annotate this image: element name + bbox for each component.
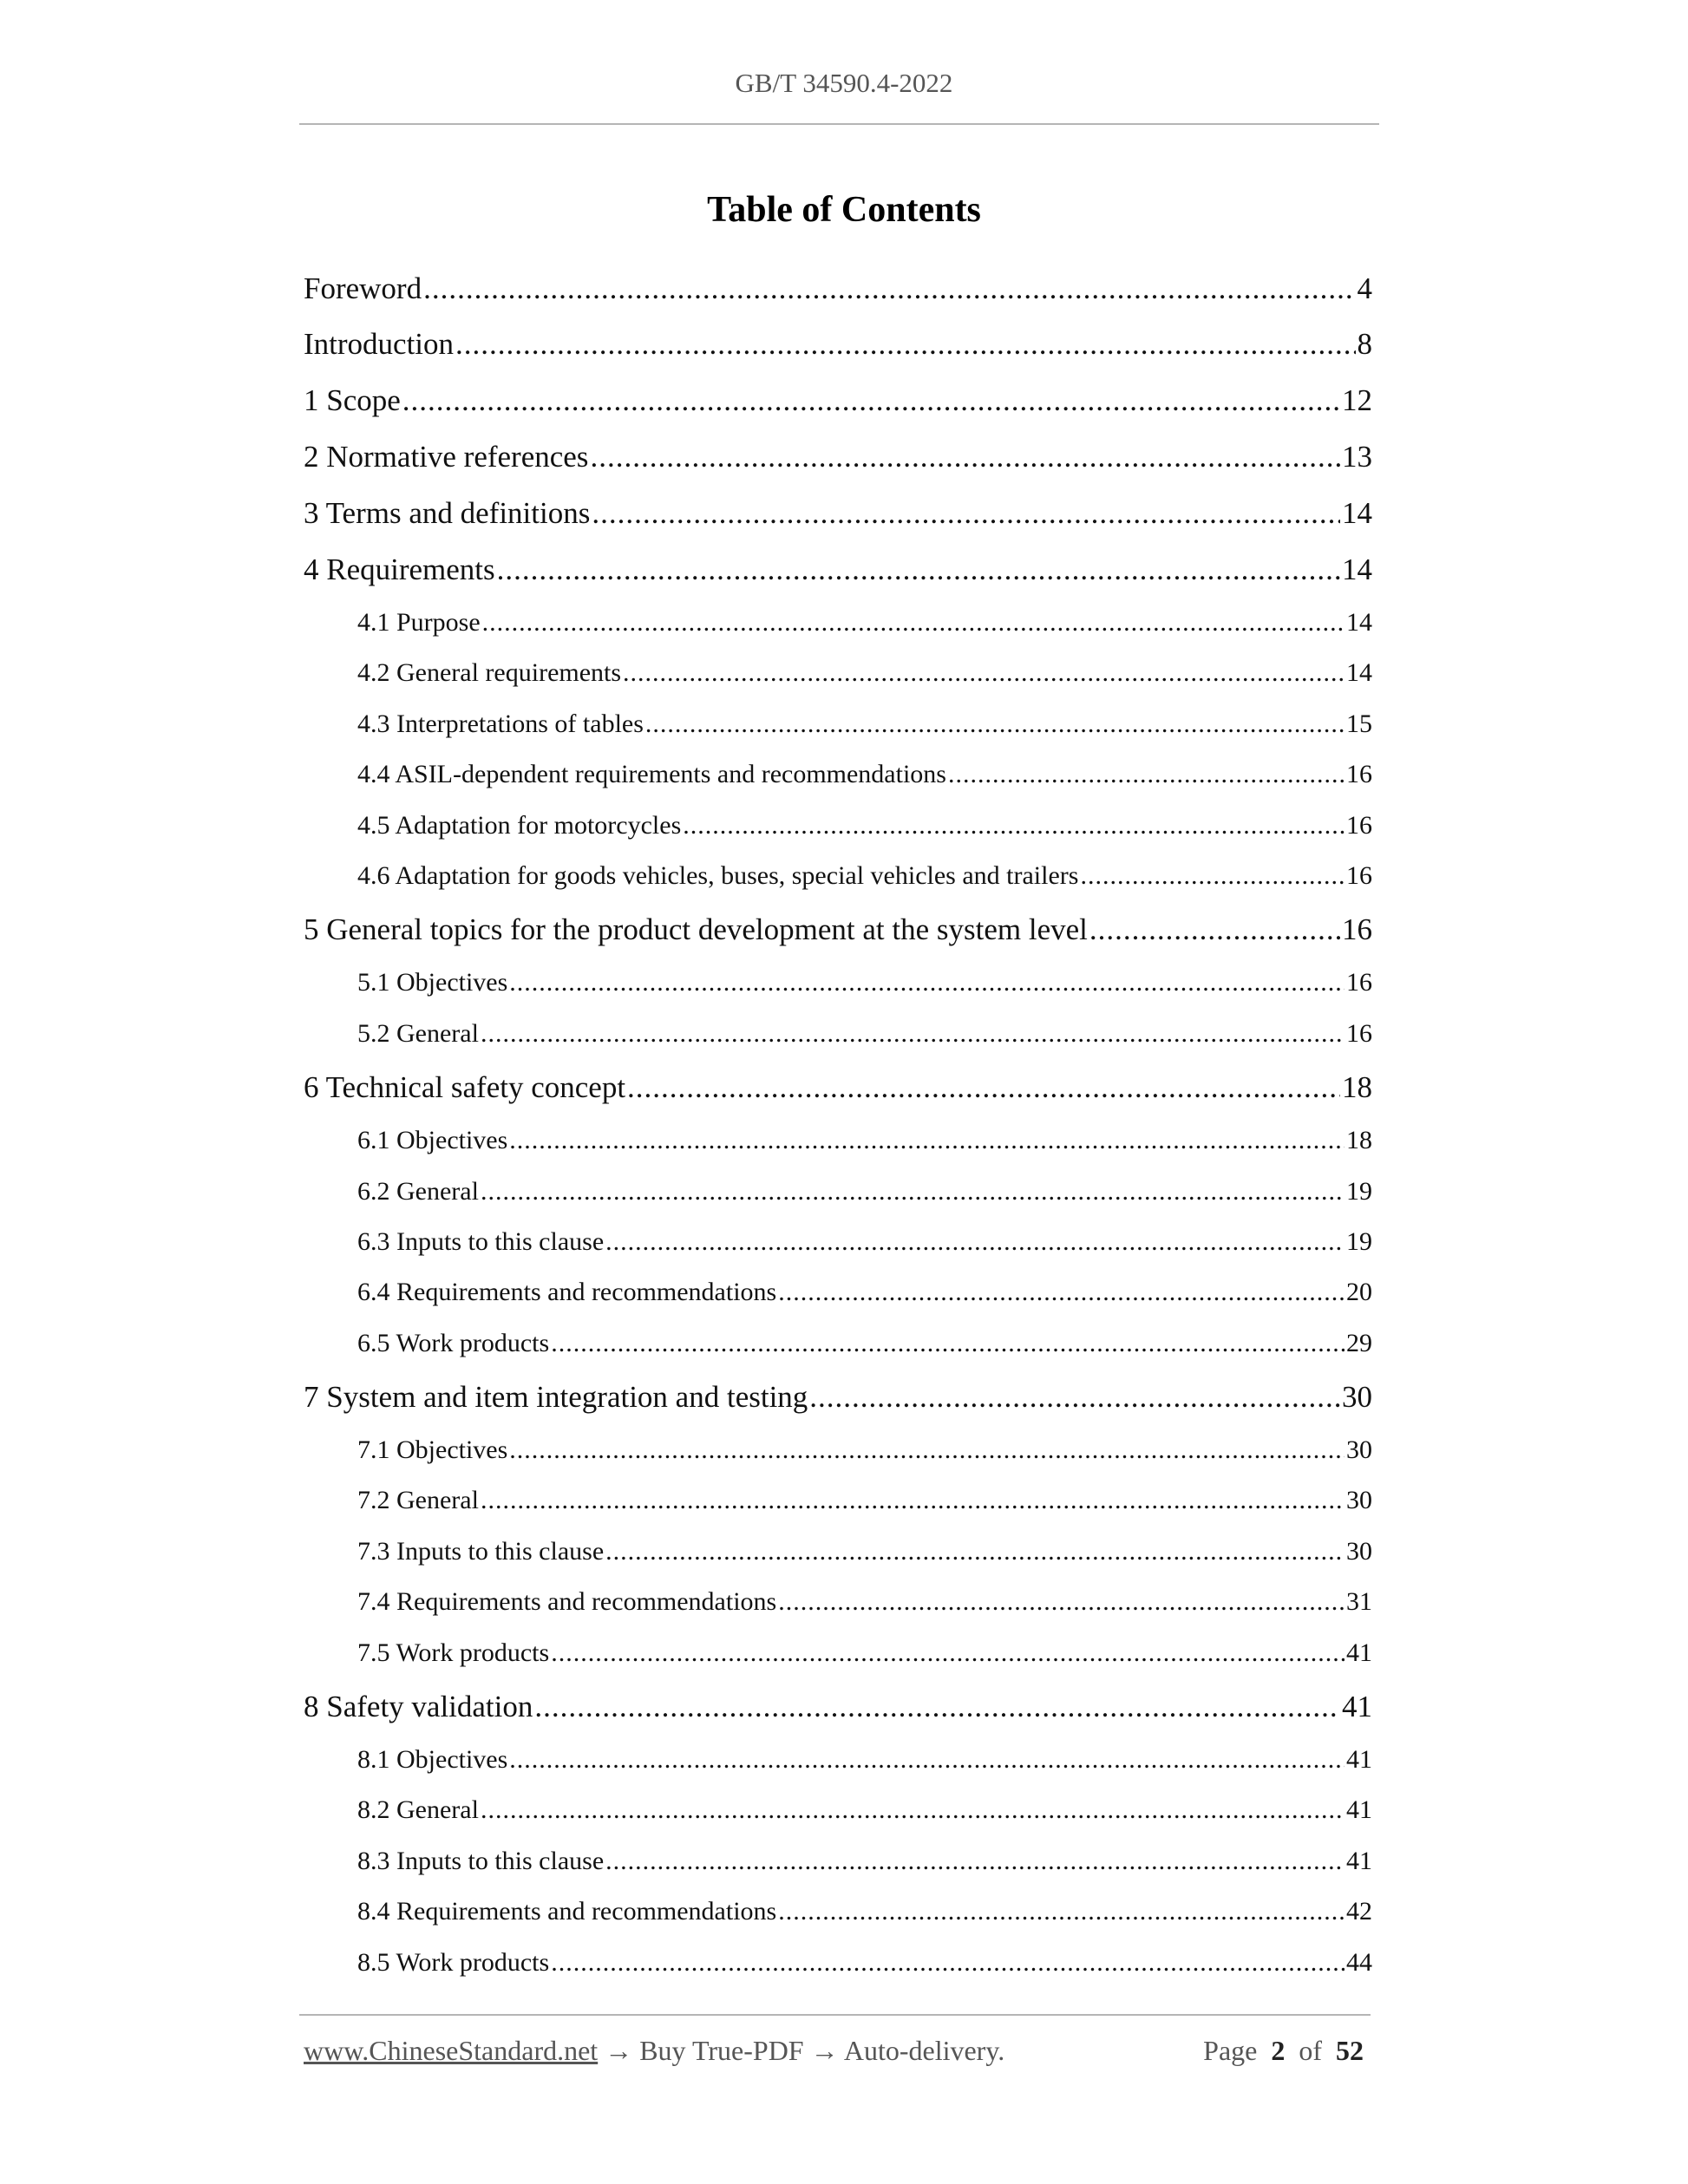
toc-entry-label: 4.2 General requirements [357, 658, 622, 688]
dot-leader [402, 372, 1340, 428]
toc-entry-page: 15 [1346, 709, 1372, 738]
of-word: of [1299, 2035, 1322, 2066]
toc-subentry[interactable] [304, 1009, 1372, 1059]
toc-entry-page: 30 [1346, 1536, 1372, 1566]
dot-leader [534, 1678, 1340, 1735]
toc-entry-page: 16 [1346, 968, 1372, 997]
page-total: 52 [1336, 2035, 1364, 2066]
toc-entry[interactable] [304, 901, 1372, 958]
dot-leader [592, 485, 1340, 541]
toc-subentry[interactable] [304, 648, 1372, 698]
toc-entry-page: 41 [1346, 1846, 1372, 1875]
toc-entry-label: 6.2 General [357, 1176, 479, 1206]
toc-entry-label: 8.5 Work products [357, 1947, 550, 1977]
dot-leader [778, 1577, 1345, 1627]
toc-entry-label: 5 General topics for the product development at the system level [304, 912, 1088, 947]
toc-entry-label: 7.3 Inputs to this clause [357, 1536, 605, 1566]
page-word: Page [1203, 2035, 1258, 2066]
dot-leader [623, 648, 1345, 698]
toc-subentry[interactable] [304, 1577, 1372, 1627]
toc-entry-label: 4.6 Adaptation for goods vehicles, buses, special vehicles and trailers [357, 860, 1079, 890]
dot-leader [809, 1369, 1340, 1425]
dot-leader [551, 1938, 1345, 1988]
toc-entry-page: 41 [1342, 1690, 1372, 1724]
toc-subentry[interactable] [304, 1836, 1372, 1886]
toc-entry-page: 44 [1346, 1947, 1372, 1977]
toc-entry-page: 14 [1346, 608, 1372, 637]
toc-entry-label: 8.1 Objectives [357, 1745, 508, 1775]
toc-entry-page: 41 [1346, 1795, 1372, 1825]
dot-leader [627, 1059, 1340, 1115]
toc-entry-page: 13 [1342, 440, 1372, 474]
toc-entry-label: 5.1 Objectives [357, 968, 508, 997]
toc-entry-label: 2 Normative references [304, 440, 589, 474]
toc-entry-label: 4.5 Adaptation for motorcycles [357, 810, 682, 840]
toc-entry[interactable] [304, 316, 1372, 372]
toc-subentry[interactable] [304, 1115, 1372, 1166]
dot-leader [481, 1785, 1345, 1835]
toc-subentry[interactable] [304, 1886, 1372, 1937]
toc-entry[interactable] [304, 260, 1372, 316]
toc-entry-label: Foreword [304, 271, 422, 305]
auto-delivery-text: Auto-delivery. [843, 2035, 1005, 2066]
toc-subentry[interactable] [304, 1217, 1372, 1267]
toc-entry-label: 6.5 Work products [357, 1328, 550, 1357]
toc-entry-label: 7.2 General [357, 1486, 479, 1515]
buy-pdf-text: Buy True-PDF [639, 2035, 804, 2066]
toc-entry-page: 31 [1346, 1587, 1372, 1617]
toc-entry-label: 8.2 General [357, 1795, 479, 1825]
toc-entry-page: 16 [1342, 912, 1372, 947]
toc-subentry[interactable] [304, 1425, 1372, 1475]
toc-subentry[interactable] [304, 1527, 1372, 1577]
toc-entry-label: 6.4 Requirements and recommendations [357, 1278, 777, 1307]
toc-entry-label: 4.4 ASIL-dependent requirements and recommendations [357, 760, 946, 789]
toc-entry-page: 14 [1342, 496, 1372, 530]
toc-entry-page: 19 [1346, 1176, 1372, 1206]
toc-subentry[interactable] [304, 851, 1372, 901]
dot-leader [778, 1267, 1345, 1318]
toc-entry-label: 7.1 Objectives [357, 1435, 508, 1465]
toc-entry[interactable] [304, 1678, 1372, 1735]
dot-leader [509, 1425, 1345, 1475]
dot-leader [551, 1628, 1345, 1678]
page-current: 2 [1271, 2035, 1286, 2066]
dot-leader [605, 1217, 1345, 1267]
toc-entry-page: 14 [1346, 658, 1372, 688]
toc-entry-label: 6.3 Inputs to this clause [357, 1226, 605, 1256]
toc-subentry[interactable] [304, 1938, 1372, 1988]
toc-entry-label: 4.3 Interpretations of tables [357, 709, 644, 738]
dot-leader [509, 1735, 1345, 1785]
dot-leader [509, 1115, 1345, 1166]
toc-subentry[interactable] [304, 801, 1372, 851]
toc-entry-label: 4 Requirements [304, 553, 495, 586]
toc-subentry[interactable] [304, 1785, 1372, 1835]
dot-leader [482, 598, 1345, 648]
dot-leader [455, 316, 1355, 372]
toc-entry-page: 12 [1342, 383, 1372, 417]
toc-subentry[interactable] [304, 1628, 1372, 1678]
dot-leader [683, 801, 1345, 851]
dot-leader [481, 1009, 1345, 1059]
dot-leader [590, 428, 1340, 485]
toc-entry-label: 8.4 Requirements and recommendations [357, 1897, 777, 1926]
toc-subentry[interactable] [304, 1735, 1372, 1785]
header-divider [299, 123, 1379, 125]
toc-entry-page: 29 [1346, 1328, 1372, 1357]
dot-leader [948, 749, 1345, 800]
toc-entry-page: 42 [1346, 1897, 1372, 1926]
toc-entry-label: 4.1 Purpose [357, 608, 481, 637]
toc-entry-label: Introduction [304, 327, 455, 361]
toc-entry-page: 8 [1357, 327, 1372, 361]
toc-entry[interactable] [304, 1369, 1372, 1425]
document-header: GB/T 34590.4-2022 [735, 68, 953, 98]
right-arrow-icon: → [810, 2035, 839, 2066]
toc-entry-page: 30 [1346, 1486, 1372, 1515]
toc-entry-page: 18 [1342, 1070, 1372, 1105]
toc-entry-page: 16 [1346, 760, 1372, 789]
toc-subentry[interactable] [304, 1318, 1372, 1369]
toc-entry-label: 8 Safety validation [304, 1690, 533, 1724]
dot-leader [423, 260, 1355, 317]
toc-entry-label: 7.4 Requirements and recommendations [357, 1587, 777, 1617]
toc-entry-page: 30 [1346, 1435, 1372, 1465]
toc-subentry[interactable] [304, 1267, 1372, 1318]
dot-leader [605, 1527, 1345, 1577]
toc-entry[interactable] [304, 1059, 1372, 1115]
dot-leader [497, 541, 1340, 598]
table-of-contents [304, 260, 1372, 1988]
toc-entry-label: 6.1 Objectives [357, 1126, 508, 1155]
right-arrow-icon: → [605, 2035, 633, 2066]
dot-leader [551, 1318, 1345, 1369]
dot-leader [1080, 851, 1345, 901]
toc-subentry[interactable] [304, 699, 1372, 749]
footer-divider [299, 2014, 1371, 2016]
page-indicator [1203, 2035, 1364, 2067]
toc-subentry[interactable] [304, 1167, 1372, 1217]
dot-leader [1089, 901, 1340, 958]
toc-entry[interactable] [304, 372, 1372, 428]
toc-entry-page: 4 [1357, 271, 1372, 305]
toc-entry-label: 8.3 Inputs to this clause [357, 1846, 605, 1875]
toc-subentry[interactable] [304, 598, 1372, 648]
toc-entry-label: 6 Technical safety concept [304, 1070, 626, 1105]
toc-entry-page: 18 [1346, 1126, 1372, 1155]
toc-entry[interactable] [304, 541, 1372, 598]
dot-leader [509, 958, 1345, 1008]
toc-entry-page: 16 [1346, 860, 1372, 890]
toc-title: Table of Contents [707, 190, 981, 230]
toc-entry-label: 7.5 Work products [357, 1638, 550, 1667]
toc-entry-page: 14 [1342, 553, 1372, 586]
toc-entry[interactable] [304, 428, 1372, 485]
dot-leader [481, 1167, 1345, 1217]
toc-entry-page: 20 [1346, 1278, 1372, 1307]
toc-entry-page: 41 [1346, 1638, 1372, 1667]
toc-entry-page: 41 [1346, 1745, 1372, 1775]
toc-subentry[interactable] [304, 1475, 1372, 1526]
toc-entry-page: 16 [1346, 1018, 1372, 1048]
toc-subentry[interactable] [304, 749, 1372, 800]
toc-entry-label: 5.2 General [357, 1018, 479, 1048]
toc-entry-label: 3 Terms and definitions [304, 496, 591, 530]
footer-promo [304, 2035, 1004, 2067]
dot-leader [605, 1836, 1345, 1886]
toc-entry-label: 1 Scope [304, 383, 401, 417]
dot-leader [645, 699, 1345, 749]
toc-entry[interactable] [304, 485, 1372, 541]
toc-entry-page: 30 [1342, 1380, 1372, 1415]
dot-leader [481, 1475, 1345, 1526]
dot-leader [778, 1886, 1345, 1937]
toc-entry-label: 7 System and item integration and testing [304, 1380, 808, 1415]
site-link[interactable]: www.ChineseStandard.net [304, 2035, 599, 2066]
toc-entry-page: 16 [1346, 810, 1372, 840]
toc-subentry[interactable] [304, 958, 1372, 1008]
toc-entry-page: 19 [1346, 1226, 1372, 1256]
